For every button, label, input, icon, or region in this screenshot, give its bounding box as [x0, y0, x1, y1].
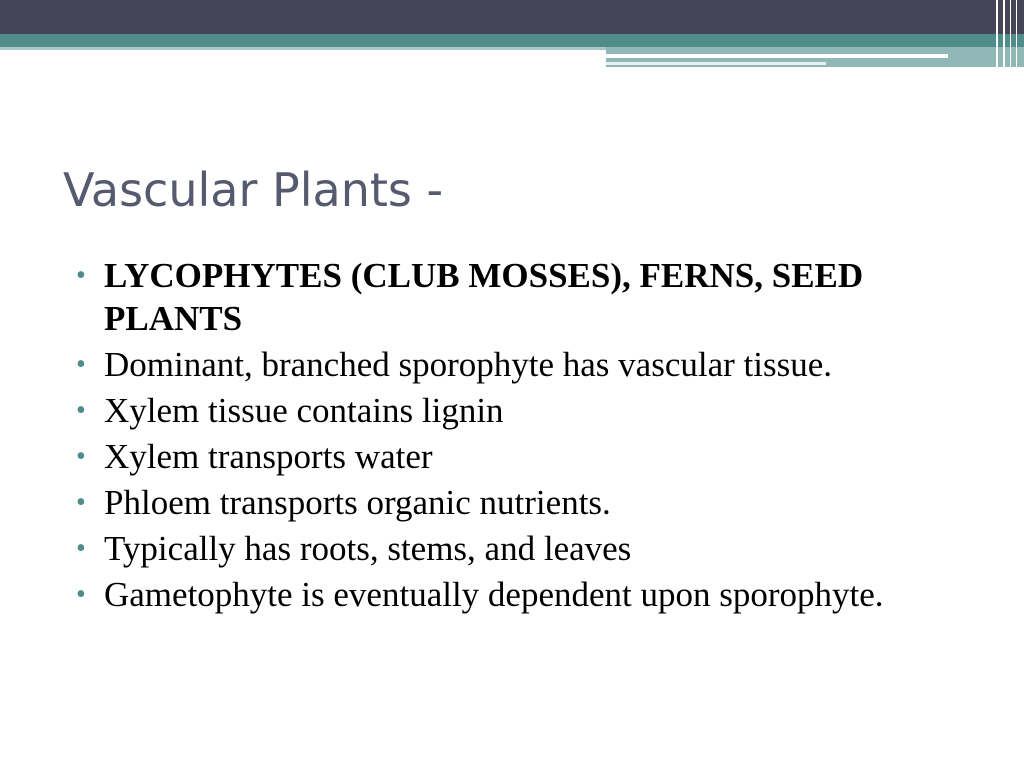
- header-vertical-stripe: [1010, 0, 1011, 67]
- bullet-text: Xylem transports water: [104, 437, 433, 476]
- bullet-text: Dominant, branched sporophyte has vascular tissue.: [104, 345, 833, 384]
- bullet-item: [76, 254, 956, 340]
- bullet-dot-icon: •: [76, 260, 86, 291]
- header-decorative-line: [606, 54, 948, 58]
- bullet-dot-icon: •: [76, 487, 86, 518]
- header-teal-band: [0, 34, 1024, 47]
- bullet-dot-icon: •: [76, 533, 86, 564]
- header-teal-thin-line: [0, 47, 606, 50]
- bullet-text: Xylem tissue contains lignin: [104, 391, 504, 430]
- bullet-text: LYCOPHYTES (CLUB MOSSES), FERNS, SEED PLANTS: [104, 256, 864, 338]
- bullet-item: [76, 389, 956, 432]
- bullet-text: Typically has roots, stems, and leaves: [104, 529, 632, 568]
- bullet-dot-icon: •: [76, 395, 86, 426]
- bullet-item: [76, 527, 956, 570]
- bullet-dot-icon: •: [76, 441, 86, 472]
- bullet-item: [76, 481, 956, 524]
- bullet-list: [76, 254, 956, 619]
- bullet-item: [76, 435, 956, 478]
- bullet-dot-icon: •: [76, 349, 86, 380]
- bullet-text: Gametophyte is eventually dependent upon sporophyte.: [104, 575, 884, 614]
- header-vertical-stripe: [1003, 0, 1005, 67]
- header-vertical-stripe: [996, 0, 998, 67]
- bullet-item: [76, 573, 956, 616]
- header-decorative-line: [606, 62, 826, 65]
- header-dark-bar: [0, 0, 1024, 34]
- bullet-text: Phloem transports organic nutrients.: [104, 483, 611, 522]
- slide-title: Vascular Plants -: [63, 163, 444, 217]
- header-vertical-stripe: [1016, 0, 1017, 67]
- bullet-dot-icon: •: [76, 579, 86, 610]
- bullet-item: [76, 343, 956, 386]
